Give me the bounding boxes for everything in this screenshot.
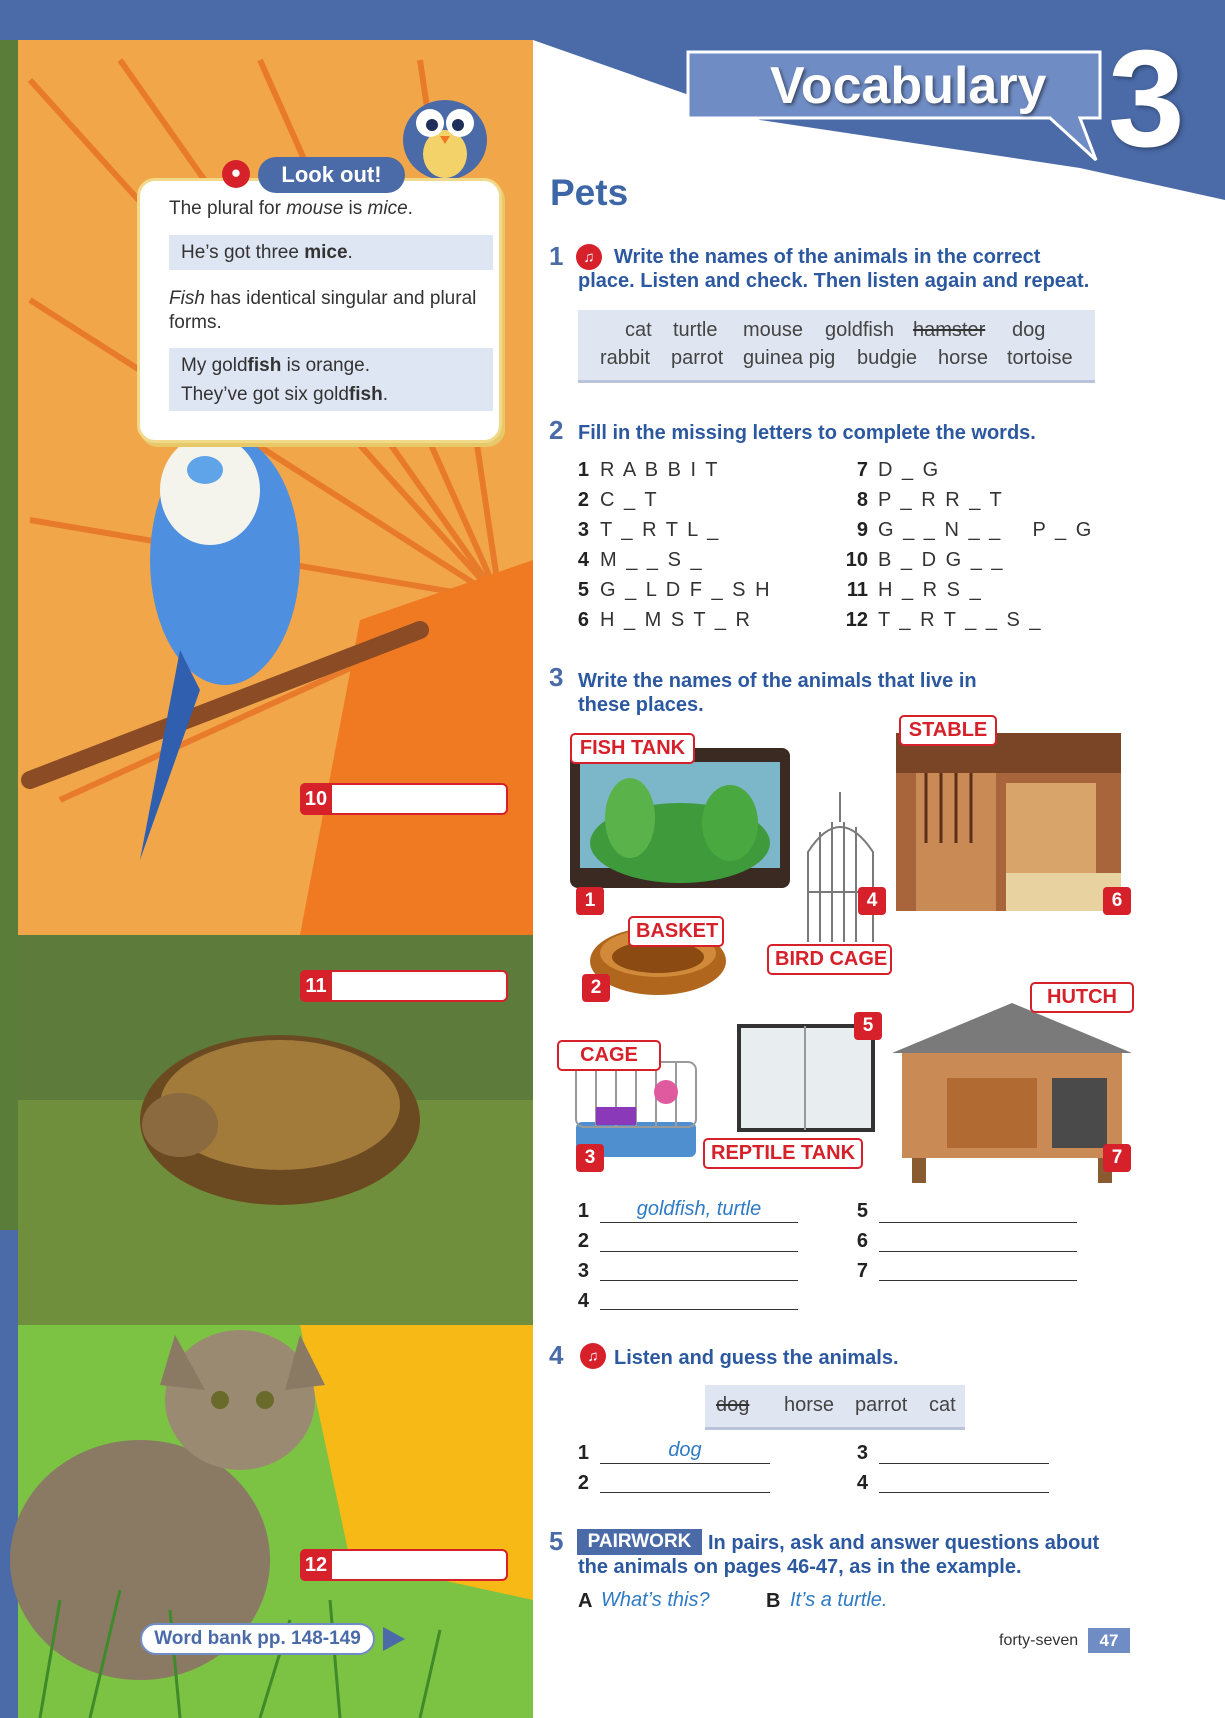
word-puzzle[interactable]: C _ T	[600, 489, 659, 511]
section-title: Pets	[550, 172, 629, 213]
page-word: forty-seven	[999, 1632, 1079, 1649]
exercise-number: 3	[549, 662, 564, 692]
word-item: parrot	[855, 1394, 908, 1416]
item-number: 4	[577, 549, 589, 571]
hutch-image	[892, 1003, 1132, 1183]
answer-line[interactable]	[600, 1468, 770, 1493]
item-number: 4	[856, 1472, 868, 1494]
label-number: 12	[300, 1549, 332, 1581]
word-puzzle[interactable]: H _ M S T _ R	[600, 609, 752, 631]
item-number: 10	[845, 549, 868, 571]
place-label-stable: STABLE	[899, 715, 997, 746]
example-question: What’s this?	[601, 1589, 710, 1611]
headphones-icon: ⚫	[222, 160, 250, 188]
plural-note: The plural for mouse is mice.	[169, 198, 413, 219]
picture-number: 4	[858, 887, 886, 915]
answer-line[interactable]: dog	[600, 1439, 770, 1464]
owl-icon	[400, 88, 490, 183]
word-item: mouse	[743, 319, 804, 341]
exercise-number: 2	[549, 415, 564, 445]
word-puzzle: R A B B I T	[600, 459, 720, 481]
picture-number: 5	[854, 1012, 882, 1040]
speaker-b: B	[766, 1590, 781, 1612]
item-number: 1	[577, 1442, 589, 1464]
example-answer: It’s a turtle.	[790, 1589, 888, 1611]
picture-number: 7	[1103, 1144, 1131, 1172]
word-item-crossed: dog	[716, 1394, 750, 1416]
item-number: 7	[856, 1260, 868, 1282]
item-number: 3	[577, 1260, 589, 1282]
word-puzzle[interactable]: G _ _ N _ _ P _ G	[878, 519, 1094, 541]
speaker-a: A	[578, 1590, 593, 1612]
fish-note: Fish has identical singular and plural forms.	[169, 288, 477, 333]
answer-line[interactable]	[879, 1439, 1049, 1464]
item-number: 5	[856, 1200, 868, 1222]
word-puzzle[interactable]: D _ G	[878, 459, 941, 481]
exercise-number: 4	[549, 1340, 564, 1370]
word-item: horse	[938, 347, 989, 369]
word-item: guinea pig	[743, 347, 836, 369]
answer-line[interactable]: goldfish, turtle	[600, 1198, 798, 1223]
unit-number: 3	[1108, 22, 1185, 176]
answer-line[interactable]	[600, 1285, 798, 1310]
item-number: 4	[577, 1290, 589, 1312]
page-number: 47	[1088, 1628, 1130, 1653]
word-puzzle[interactable]: G _ L D F _ S H	[600, 579, 772, 601]
answer-line[interactable]	[879, 1468, 1049, 1493]
example-goldfish: My goldfish is orange. They’ve got six goldfish.	[169, 348, 493, 411]
item-number: 3	[577, 519, 589, 541]
word-item: budgie	[857, 347, 918, 369]
word-puzzle[interactable]: B _ D G _ _	[878, 549, 1005, 571]
audio-icon[interactable]: ♫	[576, 244, 602, 270]
pairwork-tag: PAIRWORK	[577, 1529, 702, 1555]
label-number: 11	[300, 970, 332, 1002]
item-number: 1	[577, 459, 589, 481]
word-puzzle[interactable]: M _ _ S _	[600, 549, 704, 571]
item-number: 6	[577, 609, 589, 631]
example-mice: He’s got three mice.	[169, 235, 493, 270]
place-label-fish-tank: FISH TANK	[570, 733, 695, 764]
place-label-cage: CAGE	[557, 1040, 661, 1071]
word-bank-link[interactable]: Word bank pp. 148-149	[140, 1623, 375, 1655]
word-item: turtle	[673, 319, 718, 341]
exercise-number: 5	[549, 1526, 564, 1556]
answer-line[interactable]	[879, 1256, 1077, 1281]
answer-line[interactable]	[879, 1198, 1077, 1223]
look-out-title: Look out!	[258, 157, 405, 193]
word-puzzle[interactable]: P _ R R _ T	[878, 489, 1004, 511]
item-number: 2	[577, 489, 589, 511]
word-item: rabbit	[600, 347, 651, 369]
picture-number: 1	[576, 887, 604, 915]
item-number: 7	[856, 459, 868, 481]
place-label-basket: BASKET	[628, 916, 724, 947]
item-number: 8	[856, 489, 868, 511]
arrow-right-icon	[383, 1627, 405, 1651]
page-title: Vocabulary	[770, 57, 1047, 115]
word-item: tortoise	[1007, 347, 1073, 369]
bird-cage-image	[798, 792, 883, 942]
fish-tank-image	[570, 748, 790, 888]
word-puzzle[interactable]: H _ R S _	[878, 579, 983, 601]
exercise-instruction: the animals on pages 46-47, as in the example.	[578, 1556, 1022, 1578]
word-item: cat	[625, 319, 652, 341]
word-item: horse	[784, 1394, 835, 1416]
item-number: 2	[577, 1230, 589, 1252]
item-number: 3	[856, 1442, 868, 1464]
item-number: 1	[577, 1200, 589, 1222]
answer-line[interactable]	[600, 1227, 798, 1252]
item-number: 11	[846, 579, 868, 601]
word-item: goldfish	[825, 319, 894, 341]
word-item: parrot	[671, 347, 724, 369]
exercise-instruction: Write the names of the animals that live in these places.	[578, 670, 977, 716]
word-puzzle[interactable]: T _ R T L _	[600, 519, 721, 541]
item-number: 12	[845, 609, 868, 631]
stable-image	[896, 733, 1121, 911]
exercise-instruction: Listen and guess the animals.	[614, 1347, 899, 1369]
word-item: cat	[929, 1394, 956, 1416]
answer-line[interactable]	[600, 1256, 798, 1281]
item-number: 5	[577, 579, 589, 601]
place-label-reptile-tank: REPTILE TANK	[703, 1138, 863, 1169]
picture-number: 2	[582, 974, 610, 1002]
picture-number: 3	[576, 1144, 604, 1172]
exercise-instruction: Write the names of the animals in the correct place. Listen and check. Then listen again and repeat.	[578, 246, 1090, 292]
place-label-bird-cage: BIRD CAGE	[767, 944, 892, 975]
picture-number: 6	[1103, 887, 1131, 915]
exercise-instruction: Fill in the missing letters to complete the words.	[578, 422, 1036, 444]
exercise-number: 1	[549, 241, 564, 271]
word-item-crossed: hamster	[913, 319, 986, 341]
item-number: 6	[856, 1230, 868, 1252]
place-label-hutch: HUTCH	[1030, 982, 1134, 1013]
word-puzzle[interactable]: T _ R T _ _ S _	[878, 609, 1043, 631]
item-number: 2	[577, 1472, 589, 1494]
audio-icon[interactable]: ♫	[580, 1343, 606, 1369]
exercise-instruction: In pairs, ask and answer questions about	[708, 1532, 1100, 1554]
answer-line[interactable]	[879, 1227, 1077, 1252]
word-item: dog	[1012, 319, 1046, 341]
label-number: 10	[300, 783, 332, 815]
item-number: 9	[856, 519, 868, 541]
